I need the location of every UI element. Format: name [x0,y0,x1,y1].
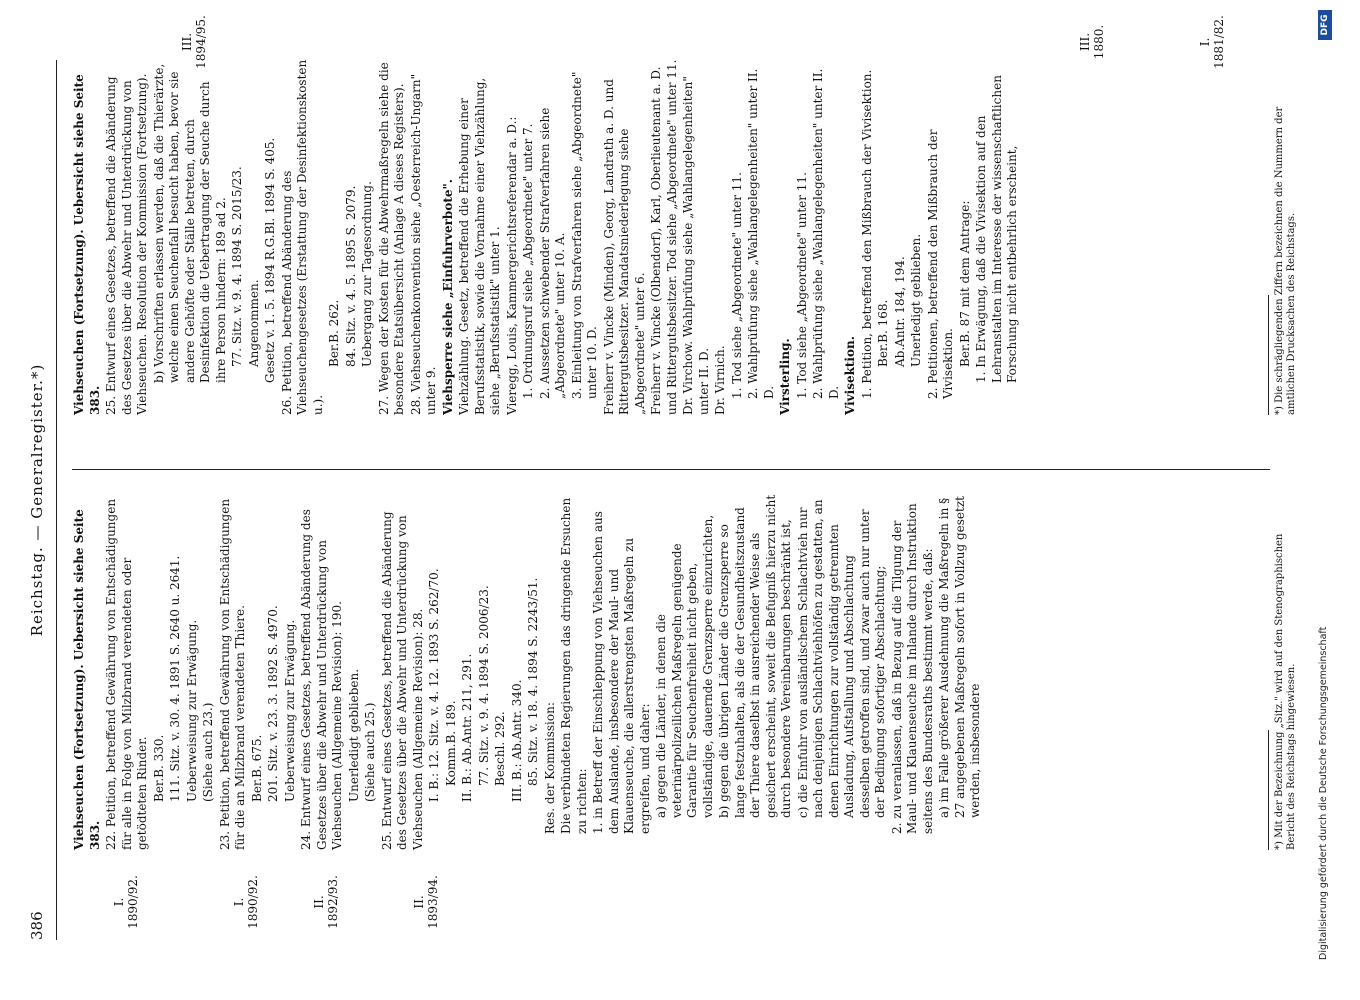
entry-line: 3. Einleitung von Strafverfahren siehe „Abgeordnete" unter 10. D. [569,71,599,399]
entry-line: b) Vorschriften erlassen werden, daß die Thierärzte, welche einen Seuchenfall besucht haben, bevor sie andere Gehöfte oder Ställe betreten, durch Desinfektion die Uebertragung der Seuche durch ihre Person hindern: 189 ad 2. [151,63,228,383]
digitization-note: Digitalisierung gefördert durch die Deutsche Forschungsgemeinschaft [1318,626,1329,960]
entry-line: Ab.Antr. 184, 194. [892,256,907,367]
right-column [72,59,1022,415]
right-footnote-rule [1268,295,1269,415]
entry-line: III. B.: Ab.Antr. 340. [509,679,524,802]
left-section-heading: Viehseuchen (Fortsetzung). Uebersicht siehe Seite 383. [72,509,102,850]
page-header [28,60,52,940]
left-column [72,494,985,850]
dfg-logo: DFG [1318,10,1332,40]
left-footnote: *) Mit der Bezeichnung „Sitz." wird auf den Stenographischen Bericht des Reichstags hingewiesen. [1274,533,1297,850]
entry-vivisektion: Vivisektion. [843,336,857,415]
entry-viehzaehlung: Viehzählung. Gesetz, betreffend die Erhebung einer Berufsstatistik, sowie die Vornahme einer Viehzählung, siehe „Berufsstatistik" unter 1. [457,77,502,415]
entry-line: 201. Sitz. v. 23. 3. 1892 S. 4970. [266,605,280,802]
entry-27: 27. Wegen der Kosten für die Abwehrmaßregeln siehe die besondere Etatsübersicht (Anlage A dieses Registers). [376,62,406,415]
entry-virnich: Dr. Virnich. [713,345,727,415]
entry-line: Ber.B. 675. [249,734,264,802]
page-number: 386 [28,911,46,940]
left-sidenote-2: I. 1890/92. [232,875,260,929]
column-divider [72,469,1270,470]
right-section-heading: Viehseuchen (Fortsetzung). Uebersicht siehe Seite 383. [72,74,102,415]
entry-line: 1. Tod siehe „Abgeordnete" unter 11. [729,172,744,399]
entry-line: 1. In Erwägung, daß die Vivisektion auf den Lehranstalten im Interesse der wissenschaftlichen Forschung nicht entbehrlich erscheint, [974,75,1019,383]
entry-line: 1. Ordnungsruf siehe „Abgeordnete" unter 7. [521,123,535,399]
entry-25-cont: 25. Entwurf eines Gesetzes, betreffend die Abänderung des Gesetzes über die Abwehr und Unterdrückung von Viehseuchen. Resolution der Kommission (Fortsetzung). [104,73,149,415]
entry-line: Ber.B. 87 mit dem Antrage: [957,200,972,367]
entry-virchow: Dr. Virchow. Wahlprüfung siehe „Wahlangelegenheiten" unter II. D. [681,76,711,415]
entry-line: 85. Sitz. v. 18. 4. 1894 S. 2243/51. [526,577,540,786]
entry-line: 2. Wahlprüfung siehe „Wahlangelegenheiten" unter II. D. [811,68,841,399]
entry-26: 26. Petition, betreffend Abänderung des Viehseuchengesetzes (Erstattung der Desinfektionskosten u.). [279,59,325,415]
entry-line: b) gegen die übrigen Länder die Grenzsperre so lange festzuhalten, als die der Gesundheitszustand der Thiere daselbst in ausreichender Weise als gesichert erscheint, soweit die Befugniß hierzu nicht durch besondere Vereinbarungen beschränkt ist, [717,494,793,818]
entry-line: Angenommen. [246,279,261,367]
entry-22: 22. Petition, betreffend Gewährung von Entschädigungen für alle in Folge von Milzbrand verendeten oder getödteten Rinder. [104,498,149,850]
page-title: Reichstag. — Generalregister.*) [28,363,46,637]
entry-line: I. B.: 12. Sitz. v. 4. 12. 1893 S. 262/70. [427,568,441,802]
entry-virsterling: Virsterling. [778,338,792,415]
entry-line: 2. Wahlprüfung siehe „Wahlangelegenheiten" unter II. D. [746,68,776,399]
entry-line: II. B.: Ab.Antr. 211, 291. [460,653,474,802]
entry-line: Ueberweisung zur Erwägung. [184,619,199,802]
entry-line: Beschl. 292. [493,711,507,786]
right-footnote: *) Die schrägliegenden Ziffern bezeichnen die Nummern der amtlichen Drucksachen des Reichstags. [1274,106,1297,415]
entry-line: 111. Sitz. v. 30. 4. 1891 S. 2640 u. 2641. [168,555,182,802]
entry-25: 25. Entwurf eines Gesetzes, betreffend die Abänderung des Gesetzes über die Abwehr und Unterdrückung von Viehseuchen (Allgemeine Revision): 28. [379,511,425,850]
left-sidenote-4: II. 1893/94. [412,875,440,929]
entry-line: 77. Sitz. v. 9. 4. 1894 S. 2006/23. [476,585,491,786]
left-sidenote-1: I. 1890/92. [112,875,140,929]
header-rule [56,60,57,940]
entry-line: Ueberweisung zur Erwägung. [282,619,297,802]
entry-line: 1. Petition, betreffend den Mißbrauch der Vivisektion. [859,69,874,399]
left-sidenote-3: II. 1892/93. [312,875,340,929]
entry-line: a) im Falle größerer Ausdehnung die Maßregeln in § 27 angegebenen Maßregeln sofort in Vollzug gesetzt werden, insbesondere [937,496,982,818]
entry-line: Gesetz v. 1. 5. 1894 R.G.Bl. 1894 S. 405. [263,137,277,383]
entry-line: 84. Sitz. v. 4. 5. 1895 S. 2079. [343,185,358,367]
entry-vincke-minden: Freiherr v. Vincke (Minden), Georg, Landrath a. D. und Rittergutsbesitzer. Mandatsniederlegung siehe „Abgeordnete" unter 6. [601,79,647,415]
left-footnote-rule [1268,730,1269,850]
entry-vincke-olbendorf: Freiherr v. Vincke (Olbendorf), Karl, Oberlieutenant a. D. und Rittergutsbesitzer. Tod siehe „Abgeordnete" unter 11. [649,59,679,415]
entry-viehsperre: Viehsperre siehe „Einfuhrverbote". [440,179,455,415]
entry-23: 23. Petition, betreffend Gewährung von Entschädigungen für die an Milzbrand verendeten Thiere. [217,498,247,850]
entry-vieregg: Vieregg, Louis, Kammergerichtsreferendar a. D.: [504,116,519,415]
entry-line: Komm.B. 189. [443,700,458,786]
entry-line: Uebergang zur Tagesordnung. [360,181,374,367]
entry-28: 28. Viehseuchenkonvention siehe „Oesterreich-Ungarn" unter 9. [408,73,438,415]
entry-line: Ber.B. 330. [151,734,166,802]
entry-line: 1. Tod siehe „Abgeordnete" unter 11. [794,172,809,399]
entry-line: (Siehe auch 25.) [363,702,377,802]
entry-24: 24. Entwurf eines Gesetzes, betreffend Abänderung des Gesetzes über die Abwehr und Unterdrückung von Viehseuchen (Allgemeine Revision): 190. [299,509,344,850]
entry-line: c) die Einfuhr von ausländischem Schlachtvieh nur nach denjenigen Schlachtviehhöfen zu gestatten, an denen Einrichtungen zur vollständig getrennten Ausladung, Aufstallung und Abschlachtung desselben getroffen sind, und zwar auch nur unter der Bedingung sofortiger Abschlachtung; [795,499,887,818]
right-sidenote-3: I. 1881/82. [1198,15,1226,69]
entry-line: 2. Petitionen, betreffend den Mißbrauch der Vivisektion. [925,129,955,399]
entry-line: Ber.B. 262. [327,299,341,367]
entry-line: a) gegen die Länder, in denen die veterinärpolizeilichen Maßregeln genügende Garantie für Seuchenfreiheit nicht geben, vollständige, dauernde Grenzsperre einzurichten, [654,514,715,818]
entry-line: 2. zu veranlassen, daß in Bezug auf die Tilgung der Maul- und Klauenseuche im Inlande durch Instruktion seitens des Bundesraths bestimmt werde, daß: [889,503,935,834]
entry-line: Ber.B. 168. [876,299,890,367]
entry-line: Res. der Kommission: [542,702,557,834]
entry-line: (Siehe auch 23.) [201,702,215,802]
entry-line: Unerledigt geblieben. [909,233,923,367]
entry-line: 2. Aussetzen schwebender Strafverfahren siehe „Abgeordnete" unter 10. A. [537,107,567,399]
right-sidenote-1: III. 1894/95. [180,15,208,69]
entry-line: Die verbündeten Regierungen das dringende Ersuchen zu richten: [559,497,589,834]
entry-line: 1. in Betreff der Einschleppung von Viehseuchen aus dem Auslande, insbesondere der Maul- und Klauenseuche, die allerstrengsten Maßregeln zu ergreifen, und daher: [591,511,652,834]
entry-line: 77. Sitz. v. 9. 4. 1894 S. 2015/23. [230,166,244,367]
entry-line: Unerledigt geblieben. [346,668,361,802]
right-sidenote-2: III. 1880. [1078,24,1106,60]
